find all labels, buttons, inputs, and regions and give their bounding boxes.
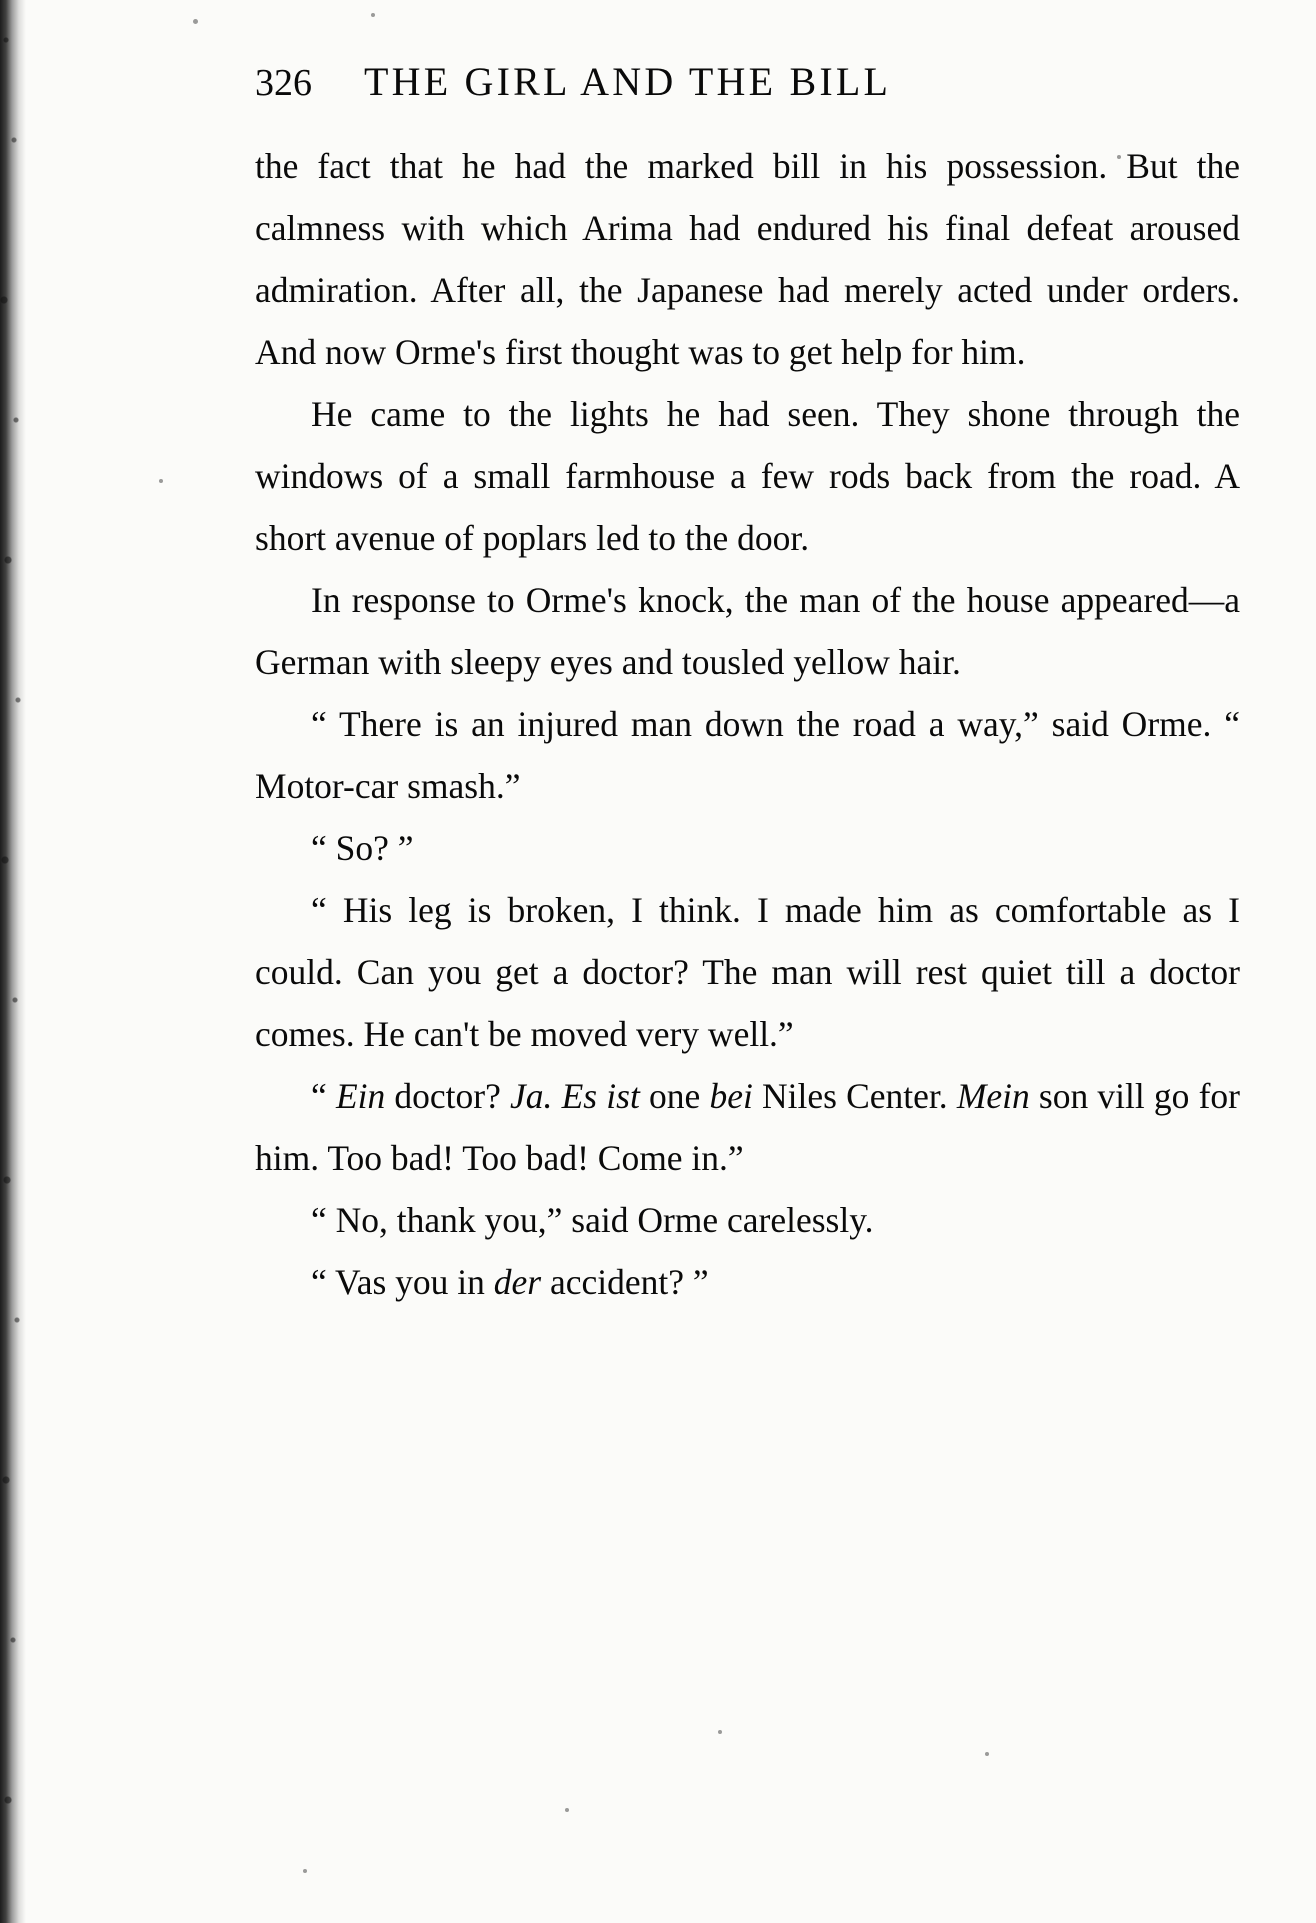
running-head [255, 58, 1240, 105]
italic-word: der [493, 1262, 542, 1302]
page-text-block [255, 58, 1240, 1313]
paragraph-dialogue-no-thank-you: “ No, thank you,” said Orme carelessly. [311, 1200, 874, 1240]
paragraph-knock: In response to Orme's knock, the man of the house appeared—a German with sleepy eyes and tousled yellow hair. [255, 580, 1240, 682]
paragraph-dialogue-so: “ So? ” [311, 828, 414, 868]
paragraph-dialogue-injured-man: “ There is an injured man down the road a way,” said Orme. “ Motor-car smash.” [255, 704, 1240, 806]
scan-speck [303, 1869, 307, 1873]
scan-speck [718, 1730, 722, 1734]
paragraph-dialogue-accident [255, 1251, 1240, 1313]
italic-word: bei [709, 1076, 753, 1116]
page-gutter-speckles [0, 0, 30, 1923]
text-run: one [639, 1076, 710, 1116]
text-run: accident? ” [541, 1262, 709, 1302]
italic-word: Ja. [510, 1076, 553, 1116]
italic-word: Mein [956, 1076, 1030, 1116]
text-run: “ [311, 1076, 336, 1116]
italic-word: Ein [335, 1076, 386, 1116]
text-run: Niles Center. [752, 1076, 957, 1116]
paragraph-lights: He came to the lights he had seen. They shone through the windows of a small farmhouse a few rods back from the road. A short avenue of poplars led to the door. [255, 394, 1240, 558]
paragraph-dialogue-broken-leg: “ His leg is broken, I think. I made him as comfortable as I could. Can you get a doctor? The man will rest quiet till a doctor comes. He can't be moved very well.” [255, 890, 1240, 1054]
paragraph-continued: the fact that he had the marked bill in his possession. But the calmness with which Arima had endured his final defeat aroused admiration. After all, the Japanese had merely acted under orders. And now Orme's first thought was to get help for him. [255, 146, 1240, 372]
paragraph-dialogue-german [255, 1065, 1240, 1189]
scan-speck [371, 13, 375, 17]
text-run: son vill go for him. Too bad! Too bad! Come in.” [255, 1076, 1240, 1178]
page-title: THE GIRL AND THE BILL [364, 59, 892, 104]
text-run: “ Vas you in [311, 1262, 494, 1302]
page-number: 326 [255, 62, 312, 104]
scan-speck [159, 479, 163, 483]
scan-speck [985, 1752, 989, 1756]
scan-speck [565, 1808, 569, 1812]
italic-word: Es ist [561, 1076, 640, 1116]
text-run [552, 1076, 561, 1116]
scan-speck [193, 19, 198, 24]
text-run: doctor? [385, 1076, 511, 1116]
